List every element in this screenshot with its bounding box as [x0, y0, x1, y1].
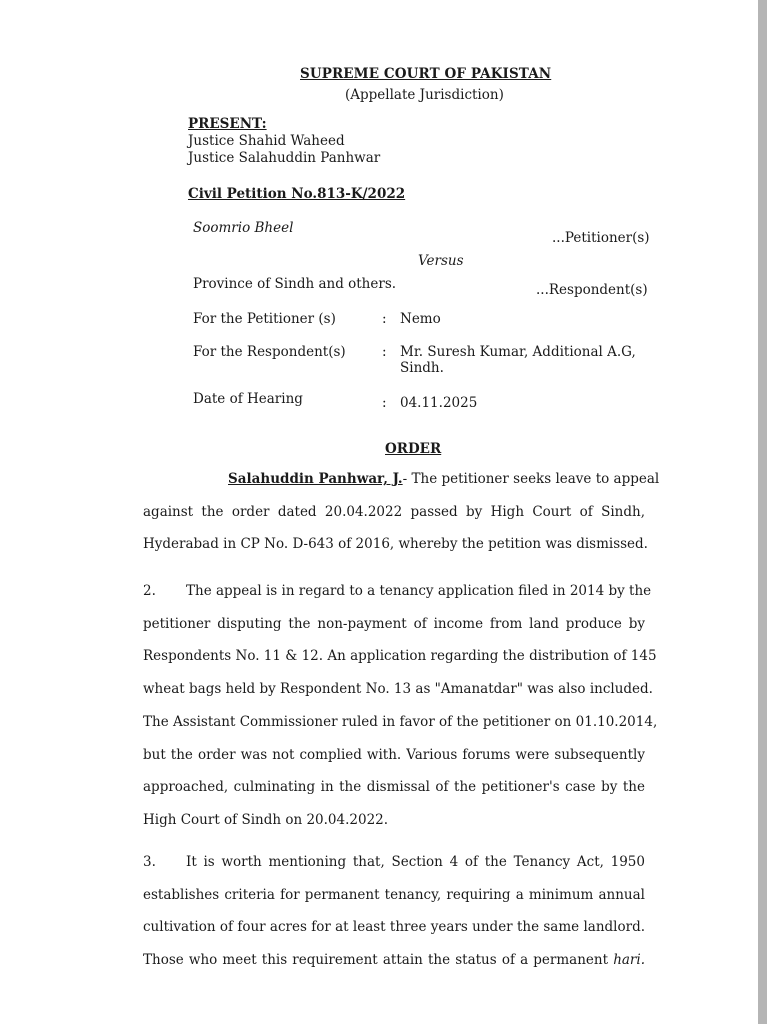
paragraph-3: [143, 846, 645, 977]
judge-name: Salahuddin Panhwar, J.: [228, 471, 403, 487]
appearance-value-cont: Sindh.: [400, 360, 444, 376]
para-line: Respondents No. 11 & 12. An application regarding the distribution of 145: [143, 648, 657, 665]
para-line: wheat bags held by Respondent No. 13 as "Amanatdar" was also included.: [143, 681, 653, 698]
appearance-value: Nemo: [400, 311, 441, 327]
para-line: approached, culminating in the dismissal of the petitioner's case by the: [143, 779, 645, 796]
para-line: Hyderabad in CP No. D-643 of 2016, whereby the petition was dismissed.: [143, 536, 648, 553]
para-line: against the order dated 20.04.2022 passed by High Court of Sindh,: [143, 503, 645, 520]
justice-name: Justice Salahuddin Panhwar: [188, 150, 381, 166]
para-text: It is worth mentioning that, Section 4 of the Tenancy Act, 1950: [186, 854, 645, 870]
appearance-colon: :: [382, 395, 387, 411]
para-line: petitioner disputing the non-payment of income from land produce by: [143, 615, 645, 632]
para-number: 2.: [143, 583, 156, 599]
paragraph-2: [143, 575, 658, 837]
appearance-label: Date of Hearing: [193, 391, 303, 407]
para-number: 3.: [143, 854, 156, 870]
para-line: High Court of Sindh on 20.04.2022.: [143, 811, 389, 828]
hearing-date: 04.11.2025: [400, 395, 478, 411]
appearance-colon: :: [382, 311, 387, 327]
present-label: PRESENT:: [188, 116, 267, 132]
para-line: cultivation of four acres for at least three years under the same landlord.: [143, 919, 645, 936]
petitioner-name: Soomrio Bheel: [193, 220, 294, 236]
para-line: The Assistant Commissioner ruled in favor of the petitioner on 01.10.2014,: [143, 713, 658, 730]
court-title: SUPREME COURT OF PAKISTAN: [300, 66, 552, 82]
respondent-name: Province of Sindh and others.: [193, 276, 397, 292]
paragraph-1: [143, 463, 660, 561]
versus-label: Versus: [418, 253, 464, 269]
para-line: establishes criteria for permanent tenancy, requiring a minimum annual: [143, 886, 645, 903]
order-heading: ORDER: [385, 441, 442, 457]
scrollbar[interactable]: [758, 0, 767, 1024]
appearance-label: For the Respondent(s): [193, 344, 346, 360]
jurisdiction: (Appellate Jurisdiction): [345, 87, 504, 103]
appearance-value: Mr. Suresh Kumar, Additional A.G,: [400, 344, 636, 360]
para-text: Those who meet this requirement attain the status of a permanent: [143, 952, 614, 969]
appearance-label: For the Petitioner (s): [193, 311, 336, 327]
justice-name: Justice Shahid Waheed: [188, 133, 345, 149]
petitioner-role: ...Petitioner(s): [552, 230, 650, 246]
para-text: - The petitioner seeks leave to appeal: [402, 471, 660, 487]
respondent-role: ...Respondent(s): [536, 282, 648, 298]
para-text: The appeal is in regard to a tenancy application filed in 2014 by the: [186, 583, 652, 599]
italic-term: hari.: [613, 952, 645, 969]
appearance-colon: :: [382, 344, 387, 360]
case-number: Civil Petition No.813-K/2022: [188, 186, 406, 202]
para-line: but the order was not complied with. Various forums were subsequently: [143, 746, 645, 763]
